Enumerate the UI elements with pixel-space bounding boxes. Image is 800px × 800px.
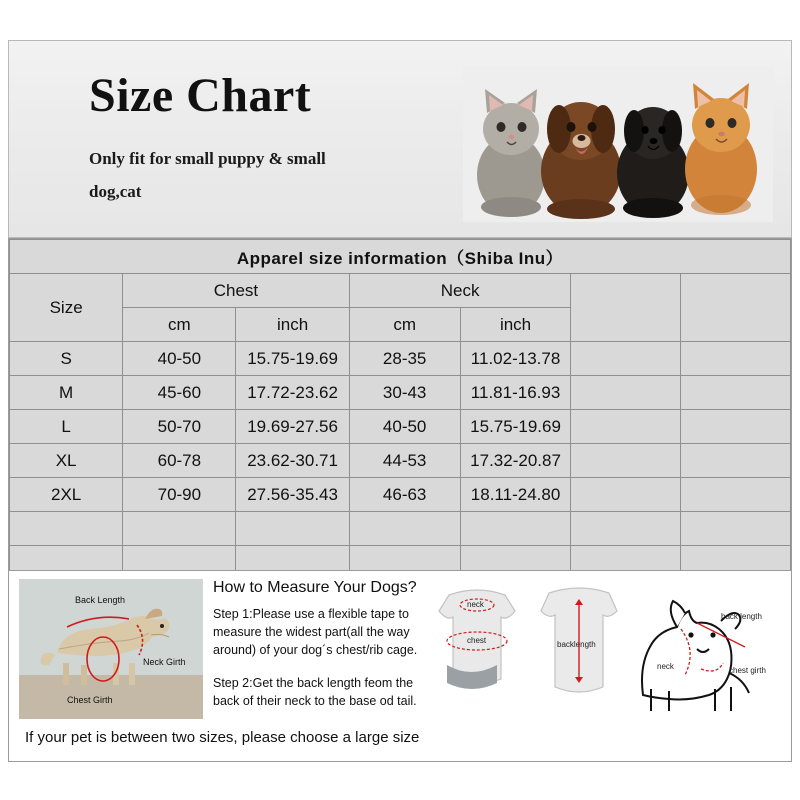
cell-size: S bbox=[10, 342, 123, 376]
cell-blank-1 bbox=[571, 342, 680, 376]
pets-photo bbox=[463, 67, 773, 222]
cell-chest-inch: 17.72-23.62 bbox=[236, 376, 349, 410]
cell-chest-cm: 40-50 bbox=[123, 342, 236, 376]
cell-neck-inch: 18.11-24.80 bbox=[460, 478, 571, 512]
cell-neck-cm: 46-63 bbox=[349, 478, 460, 512]
measure-dog-photo bbox=[19, 579, 203, 719]
measure-step-1: Step 1:Please use a flexible tape to measure the widest part(all the way around) of your dog´s chest/rib cage. bbox=[213, 607, 418, 658]
measure-title: How to Measure Your Dogs? bbox=[213, 579, 417, 596]
cell-chest-inch: 19.69-27.56 bbox=[236, 410, 349, 444]
cell-chest-cm: 50-70 bbox=[123, 410, 236, 444]
diagram-vest-front bbox=[439, 590, 515, 689]
diagram-dog-outline bbox=[642, 601, 766, 711]
cell-blank-1 bbox=[571, 376, 680, 410]
header-chest-inch: inch bbox=[236, 308, 349, 342]
cell-blank-2 bbox=[680, 478, 790, 512]
page-subtitle bbox=[89, 143, 419, 208]
table-row bbox=[10, 444, 791, 478]
cell-neck-inch: 17.32-20.87 bbox=[460, 444, 571, 478]
cell-size: M bbox=[10, 376, 123, 410]
subtitle-line-1: Only fit for small puppy & small bbox=[89, 149, 326, 169]
cell-blank-1 bbox=[571, 478, 680, 512]
header-neck-inch: inch bbox=[460, 308, 571, 342]
cell-neck-cm: 40-50 bbox=[349, 410, 460, 444]
label-neck-2: neck bbox=[657, 662, 674, 671]
label-chest-girth: Chest Girth bbox=[67, 695, 113, 705]
footer-note: If your pet is between two sizes, please choose a large size bbox=[25, 729, 420, 746]
cell-size: L bbox=[10, 410, 123, 444]
table-row bbox=[10, 410, 791, 444]
cell-chest-cm: 45-60 bbox=[123, 376, 236, 410]
cell-neck-cm: 28-35 bbox=[349, 342, 460, 376]
header-chest-cm: cm bbox=[123, 308, 236, 342]
cell-chest-inch: 23.62-30.71 bbox=[236, 444, 349, 478]
garment-diagrams bbox=[429, 577, 785, 725]
header-size: Size bbox=[10, 274, 123, 342]
cell-chest-inch: 15.75-19.69 bbox=[236, 342, 349, 376]
cell-neck-inch: 15.75-19.69 bbox=[460, 410, 571, 444]
header-blank-1 bbox=[571, 274, 680, 342]
subtitle-line-2: dog,cat bbox=[89, 181, 142, 201]
cell-chest-inch: 27.56-35.43 bbox=[236, 478, 349, 512]
cell-size: 2XL bbox=[10, 478, 123, 512]
table-caption: Apparel size information（Shiba Inu） bbox=[10, 240, 791, 274]
cell-size: XL bbox=[10, 444, 123, 478]
label-neck-girth: Neck Girth bbox=[143, 657, 186, 667]
measure-step-2: Step 2:Get the back length feom the back of their neck to the base od tail. bbox=[213, 676, 417, 709]
table-empty-row bbox=[10, 512, 791, 546]
label-back-length-2: back length bbox=[721, 612, 762, 621]
size-table bbox=[9, 239, 791, 580]
label-chest-girth-2: chest girth bbox=[729, 666, 766, 675]
grey-kitten bbox=[477, 89, 545, 217]
table-group-header-row bbox=[10, 274, 791, 308]
orange-kitten bbox=[685, 83, 757, 215]
header-neck-cm: cm bbox=[349, 308, 460, 342]
cell-chest-cm: 60-78 bbox=[123, 444, 236, 478]
table-row bbox=[10, 478, 791, 512]
cell-neck-inch: 11.02-13.78 bbox=[460, 342, 571, 376]
header-text-block bbox=[9, 41, 439, 237]
how-to-measure-panel bbox=[8, 570, 792, 762]
label-neck: neck bbox=[467, 600, 484, 609]
header-neck: Neck bbox=[349, 274, 571, 308]
header-chest: Chest bbox=[123, 274, 349, 308]
label-backlength: backlength bbox=[557, 640, 596, 649]
label-chest: chest bbox=[467, 636, 487, 645]
cell-blank-1 bbox=[571, 444, 680, 478]
header-blank-2 bbox=[680, 274, 790, 342]
cell-blank-2 bbox=[680, 376, 790, 410]
black-puppy bbox=[617, 107, 689, 218]
cell-neck-cm: 30-43 bbox=[349, 376, 460, 410]
table-caption-row bbox=[10, 240, 791, 274]
cell-neck-cm: 44-53 bbox=[349, 444, 460, 478]
cell-blank-2 bbox=[680, 410, 790, 444]
header-banner bbox=[8, 40, 792, 238]
cell-blank-2 bbox=[680, 444, 790, 478]
diagram-vest-back bbox=[541, 588, 617, 692]
label-back-length: Back Length bbox=[75, 595, 126, 605]
cell-chest-cm: 70-90 bbox=[123, 478, 236, 512]
cell-blank-1 bbox=[571, 410, 680, 444]
cell-neck-inch: 11.81-16.93 bbox=[460, 376, 571, 410]
cell-blank-2 bbox=[680, 342, 790, 376]
table-row bbox=[10, 342, 791, 376]
brown-puppy bbox=[541, 102, 621, 219]
size-table-container bbox=[8, 238, 792, 581]
page-title: Size Chart bbox=[89, 69, 312, 122]
table-row bbox=[10, 376, 791, 410]
